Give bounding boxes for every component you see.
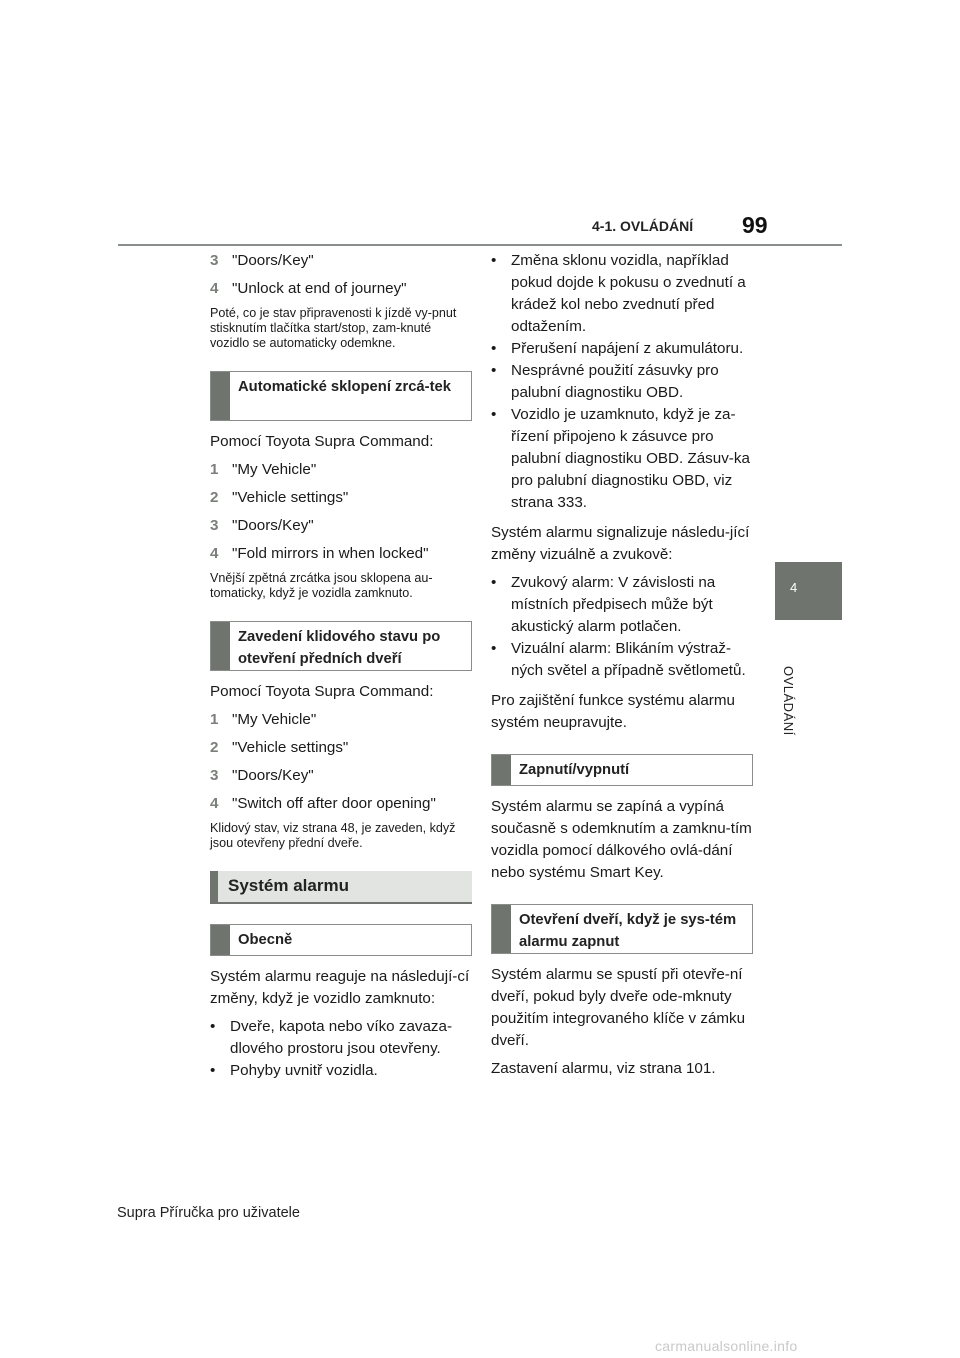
step: 4 "Switch off after door opening" (210, 795, 436, 812)
bullet-item: • Vizuální alarm: Blikáním výstraž-ných světel a případně světlometů. (491, 640, 746, 679)
subsection-box: Obecně (210, 924, 472, 956)
subsection-box: Zavedení klidového stavu po otevření předních dveří (210, 621, 472, 671)
paragraph: Zastavení alarmu, viz strana 101. (491, 1060, 716, 1077)
paragraph: Systém alarmu se zapíná a vypíná současně s odemknutím a zamknu-tím vozidla pomocí dálkového ovlá-dání nebo systému Smart Key. (491, 798, 752, 881)
step: 2 "Vehicle settings" (210, 489, 349, 506)
bullet-item: • Vozidlo je uzamknuto, když je za-řízení připojeno k zásuvce pro palubní diagnostiku OBD. Zásuv-ka pro palubní diagnostiku OBD, viz strana 333. (491, 406, 750, 511)
bullet-item: • Změna sklonu vozidla, například pokud dojde k pokusu o zvednutí a krádež kol nebo zvednutí před odtažením. (491, 252, 746, 335)
step: 1 "My Vehicle" (210, 461, 317, 478)
right-column (491, 250, 753, 1086)
paragraph: Systém alarmu reaguje na následují-cí změny, když je vozidlo zamknuto: (210, 968, 470, 1007)
note: Vnější zpětná zrcátka jsou sklopena au-tomaticky, když je vozidla zamknuto. (210, 571, 433, 600)
step: 2 "Vehicle settings" (210, 739, 349, 756)
section-title: 4-1. OVLÁDÁNÍ (592, 218, 694, 234)
paragraph: Pro zajištění funkce systému alarmu systém neupravujte. (491, 692, 735, 731)
bullet-item: • Dveře, kapota nebo víko zavaza-dlového prostoru jsou otevřeny. (210, 1018, 453, 1057)
watermark: carmanualsonline.info (655, 1338, 798, 1354)
subsection-box: Automatické sklopení zrcá-tek (210, 371, 472, 421)
step: 4 "Unlock at end of journey" (210, 280, 407, 297)
left-column (210, 250, 472, 1082)
paragraph: Pomocí Toyota Supra Command: (210, 433, 434, 450)
section-heading: Systém alarmu (210, 871, 472, 904)
page-number: 99 (742, 212, 768, 238)
chapter-label: OVLÁDÁNÍ (781, 666, 796, 736)
header-rule (118, 244, 842, 246)
footer-text: Supra Příručka pro uživatele (117, 1205, 300, 1221)
chapter-tab (775, 562, 842, 620)
bullet-item: • Pohyby uvnitř vozidla. (210, 1062, 378, 1079)
paragraph: Pomocí Toyota Supra Command: (210, 683, 434, 700)
step: 3 "Doors/Key" (210, 767, 314, 784)
step: 1 "My Vehicle" (210, 711, 317, 728)
subsection-box: Zapnutí/vypnutí (491, 754, 753, 786)
step: 4 "Fold mirrors in when locked" (210, 545, 429, 562)
step: 3 "Doors/Key" (210, 252, 314, 269)
note: Klidový stav, viz strana 48, je zaveden, když jsou otevřeny přední dveře. (210, 821, 456, 850)
subsection-box: Otevření dveří, když je sys-tém alarmu zapnut (491, 904, 753, 954)
bullet-item: • Nesprávné použití zásuvky pro palubní diagnostiku OBD. (491, 362, 719, 401)
step: 3 "Doors/Key" (210, 517, 314, 534)
note: Poté, co je stav připravenosti k jízdě vy-pnut stisknutím tlačítka start/stop, zam-knuté vozidlo se automaticky odemkne. (210, 306, 457, 350)
chapter-number: 4 (790, 580, 798, 595)
paragraph: Systém alarmu se spustí při otevře-ní dveří, pokud byly dveře ode-mknuty použitím integrovaného klíče v zámku dveří. (491, 966, 746, 1049)
bullet-item: • Zvukový alarm: V závislosti na místních předpisech může být akustický alarm potlačen. (491, 574, 716, 635)
bullet-item: • Přerušení napájení z akumulátoru. (491, 340, 744, 357)
paragraph: Systém alarmu signalizuje následu-jící změny vizuálně a zvukově: (491, 524, 750, 563)
